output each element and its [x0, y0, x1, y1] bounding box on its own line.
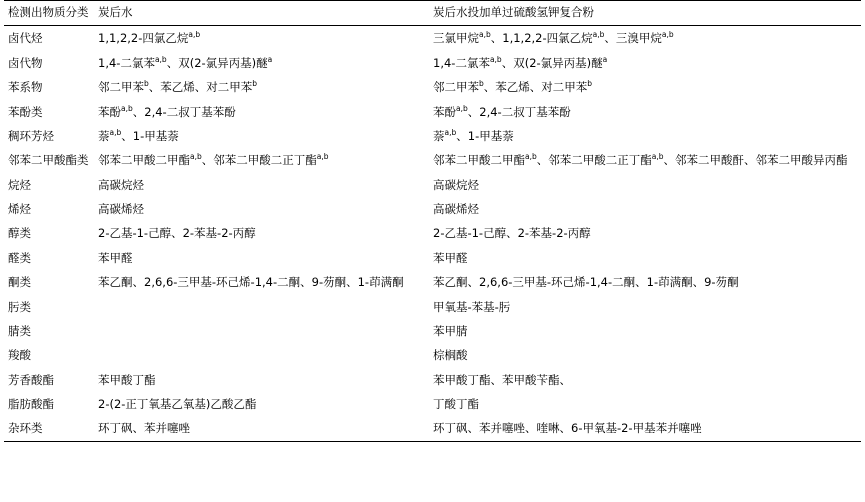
table-row: [4, 270, 861, 294]
table-header-row: [4, 1, 861, 26]
cell-col-a: 苯甲醛: [98, 250, 133, 265]
cell-col-b: 萘$^{a,b}$、1-甲基萘: [433, 128, 514, 143]
cell-category: 杂环类: [4, 416, 94, 441]
cell-category: 苯酚类: [8, 104, 43, 119]
cell-col-a: 萘$^{a,b}$、1-甲基萘: [98, 128, 179, 143]
cell-col-b: 三氯甲烷$^{a,b}$、1,1,2,2-四氯乙烷$^{a,b}$、三溴甲烷$^{a,b}$: [433, 30, 674, 46]
table-row: [4, 343, 861, 367]
cell-category: 烷烃: [8, 177, 31, 192]
table-row: [4, 51, 861, 75]
cell-col-b: 邻苯二甲酸二甲酯$^{a,b}$、邻苯二甲酸二正丁酯$^{a,b}$、邻苯二甲酸酐、邻苯二甲酸异丙酯: [433, 152, 848, 168]
cell-category: 醇类: [8, 226, 31, 241]
cell-col-a: 环丁砜、苯并噻唑: [94, 416, 429, 441]
cell-col-a: 苯酚$^{a,b}$、2,4-二叔丁基苯酚: [98, 103, 236, 119]
table-row: [4, 75, 861, 99]
table-row: [4, 221, 861, 245]
column-header-category: 检测出物质分类: [4, 1, 94, 26]
cell-col-b: 苯酚$^{a,b}$、2,4-二叔丁基苯酚: [433, 103, 571, 119]
cell-category: 醛类: [8, 250, 31, 265]
cell-col-a: 苯乙酮、2,6,6-三甲基-环己烯-1,4-二酮、9-芴酮、1-茚满酮: [98, 275, 404, 290]
cell-col-b: 环丁砜、苯并噻唑、喹啉、6-甲氧基-2-甲基苯并噻唑: [429, 416, 861, 441]
cell-col-b: 高碳烷烃: [433, 177, 479, 192]
cell-col-a: [94, 295, 429, 319]
cell-category: 苯系物: [8, 80, 43, 95]
cell-col-b: 苯甲酸丁酯、苯甲酸苄酯、: [433, 372, 571, 387]
cell-col-a: 邻二甲苯$^b$、苯乙烯、对二甲苯$^b$: [98, 79, 258, 95]
cell-category: 肟类: [8, 299, 31, 314]
cell-category: 脂肪酸酯: [8, 397, 54, 411]
cell-col-a: 苯甲酸丁酯: [98, 372, 156, 387]
cell-col-b: 苯甲腈: [433, 323, 468, 338]
cell-category: 稠环芳烃: [8, 128, 54, 143]
cell-category: 卤代烃: [8, 31, 43, 46]
column-header-col-b: 炭后水投加单过硫酸氢钾复合粉: [429, 1, 861, 26]
cell-col-a: 高碳烯烃: [98, 202, 144, 216]
table-row: [4, 26, 861, 51]
table-row: [4, 124, 861, 148]
table-row: [4, 148, 861, 172]
cell-col-b: 邻二甲苯$^b$、苯乙烯、对二甲苯$^b$: [433, 79, 593, 95]
cell-col-a: 1,4-二氯苯$^{a,b}$、双(2-氯异丙基)醚$^a$: [98, 54, 273, 70]
table-body: [4, 26, 861, 441]
cell-category: 烯烃: [8, 202, 31, 216]
table-row: [4, 392, 861, 416]
substances-table: [4, 0, 861, 442]
cell-category: 酮类: [8, 275, 31, 290]
column-header-col-a: 炭后水: [94, 1, 429, 26]
cell-col-b: 2-乙基-1-己醇、2-苯基-2-丙醇: [433, 226, 591, 241]
cell-category: 羧酸: [8, 348, 31, 363]
cell-col-b: 棕榈酸: [433, 348, 468, 363]
table-row: [4, 295, 861, 319]
cell-col-a: 1,1,2,2-四氯乙烷$^{a,b}$: [98, 30, 201, 46]
cell-col-b: 苯乙酮、2,6,6-三甲基-环己烯-1,4-二酮、1-茚满酮、9-芴酮: [433, 275, 739, 290]
cell-col-b: 苯甲醛: [433, 250, 468, 265]
cell-col-a: [94, 343, 429, 367]
table-row: [4, 173, 861, 197]
table-row: [4, 197, 861, 221]
table-row: [4, 246, 861, 270]
cell-col-b: 甲氧基-苯基-肟: [433, 299, 511, 314]
cell-category: 腈类: [8, 323, 31, 338]
cell-col-a: [94, 319, 429, 343]
cell-category: 邻苯二甲酸酯类: [8, 153, 89, 168]
cell-col-b: 高碳烯烃: [433, 202, 479, 216]
cell-category: 卤代物: [8, 55, 43, 70]
cell-category: 芳香酸酯: [8, 372, 54, 387]
cell-col-b: 1,4-二氯苯$^{a,b}$、双(2-氯异丙基)醚$^a$: [433, 54, 608, 70]
table-header: [4, 1, 861, 26]
cell-col-a: 高碳烷烃: [98, 177, 144, 192]
cell-col-a: 邻苯二甲酸二甲酯$^{a,b}$、邻苯二甲酸二正丁酯$^{a,b}$: [98, 152, 329, 168]
table-row: [4, 368, 861, 392]
cell-col-a: 2-乙基-1-己醇、2-苯基-2-丙醇: [98, 226, 256, 241]
cell-col-b: 丁酸丁酯: [433, 397, 479, 411]
table-row: [4, 416, 861, 441]
cell-col-a: 2-(2-正丁氧基乙氧基)乙酸乙酯: [98, 397, 257, 411]
table-row: [4, 319, 861, 343]
table-row: [4, 100, 861, 124]
